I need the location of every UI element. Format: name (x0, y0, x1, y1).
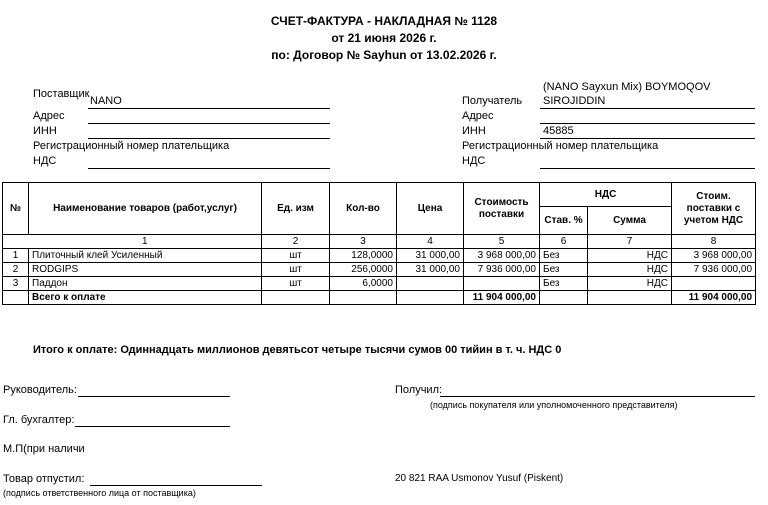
total-with-vat: 11 904 000,00 (672, 291, 756, 305)
row-price: 31 000,00 (397, 263, 464, 277)
row-name: RODGIPS (29, 263, 262, 277)
supplier-inn-line (88, 138, 330, 139)
header-name: Наименование товаров (работ,услуг) (29, 183, 262, 235)
receiver-vat-label: НДС (462, 155, 486, 167)
receiver-inn-label: ИНН (462, 125, 486, 137)
row-vat-rate: Без (540, 249, 588, 263)
col-number: 3 (330, 235, 397, 249)
received-signature-line (440, 396, 755, 397)
received-label: Получил: (395, 384, 443, 396)
supplier-name: NANO (90, 95, 122, 107)
document-date: от 21 июня 2026 г. (331, 31, 437, 45)
row-total (672, 277, 756, 291)
row-vat-sum: НДС (588, 249, 672, 263)
col-number: 8 (672, 235, 756, 249)
header-vat-rate: Став. % (540, 207, 588, 235)
supplier-name-line (88, 108, 330, 109)
row-vat-sum: НДС (588, 263, 672, 277)
supplier-reg-label: Регистрационный номер плательщика (33, 140, 230, 152)
column-number-row (3, 235, 756, 249)
director-label: Руководитель: (3, 384, 77, 396)
row-vat-rate: Без (540, 277, 588, 291)
receiver-label: Получатель (462, 95, 523, 107)
supplier-vat-label: НДС (33, 155, 57, 167)
supplier-address-label: Адрес (33, 110, 65, 122)
row-vat-sum: НДС (588, 277, 672, 291)
receiver-address-line (540, 123, 755, 124)
col-number: 7 (588, 235, 672, 249)
col-number: 6 (540, 235, 588, 249)
supplier-inn-label: ИНН (33, 125, 57, 137)
row-total: 3 968 000,00 (672, 249, 756, 263)
total-empty (262, 291, 330, 305)
received-note: (подпись покупателя или уполномоченного представителя) (430, 400, 678, 410)
supplier-vat-line (88, 168, 330, 169)
col-number: 2 (262, 235, 330, 249)
document-title: СЧЕТ-ФАКТУРА - НАКЛАДНАЯ № 1128 (270, 14, 498, 28)
total-label: Всего к оплате (29, 291, 262, 305)
row-cost: 3 968 000,00 (464, 249, 540, 263)
total-empty (397, 291, 464, 305)
total-empty (588, 291, 672, 305)
col-number (3, 235, 29, 249)
supplier-address-line (88, 123, 330, 124)
invoice-table (2, 182, 756, 305)
receiver-name-line (540, 108, 755, 109)
row-unit: шт (262, 249, 330, 263)
row-cost: 7 936 000,00 (464, 263, 540, 277)
total-empty (3, 291, 29, 305)
row-name: Паддон (29, 277, 262, 291)
header-cost: Стоимость поставки (464, 183, 540, 235)
accountant-label: Гл. бухгалтер: (3, 414, 75, 426)
supplier-label: Поставщик (33, 88, 90, 100)
receiver-inn-value: 45885 (543, 125, 574, 137)
director-signature-line (78, 396, 230, 397)
row-num: 2 (3, 263, 29, 277)
header-total: Стоим. поставки с учетом НДС (672, 183, 756, 235)
row-price: 31 000,00 (397, 249, 464, 263)
row-cost (464, 277, 540, 291)
table-row (3, 249, 756, 263)
col-number: 4 (397, 235, 464, 249)
total-empty (330, 291, 397, 305)
receiver-reg-label: Регистрационный номер плательщика (462, 140, 659, 152)
stamp-label: М.П(при наличи (3, 443, 85, 455)
header-num: № (3, 183, 29, 235)
row-qty: 128,0000 (330, 249, 397, 263)
contract-reference: по: Договор № Sayhun от 13.02.2026 г. (271, 48, 497, 62)
receiver-name-line2: SIROJIDDIN (543, 95, 606, 107)
total-row (3, 291, 756, 305)
receiver-name-line1: (NANO Sayxun Mix) BOYMOQOV (543, 81, 711, 93)
total-cost: 11 904 000,00 (464, 291, 540, 305)
released-note: (подпись ответственного лица от поставщика) (3, 488, 196, 498)
total-in-words: Итого к оплате: Одиннадцать миллионов девятьсот четыре тысячи сумов 00 тийин в т. ч. НДС 0 (33, 344, 562, 356)
receiver-address-label: Адрес (462, 110, 494, 122)
header-vat-sum: Сумма (588, 207, 672, 235)
col-number: 5 (464, 235, 540, 249)
receiver-vat-line (540, 168, 755, 169)
header-vat: НДС (540, 183, 672, 207)
released-signature-line (90, 485, 262, 486)
total-empty (540, 291, 588, 305)
table-row (3, 277, 756, 291)
row-num: 3 (3, 277, 29, 291)
header-qty: Кол-во (330, 183, 397, 235)
row-name: Плиточный клей Усиленный (29, 249, 262, 263)
row-unit: шт (262, 263, 330, 277)
row-qty: 256,0000 (330, 263, 397, 277)
accountant-signature-line (75, 426, 230, 427)
col-number: 1 (29, 235, 262, 249)
receiver-info: 20 821 RAA Usmonov Yusuf (Piskent) (395, 473, 564, 484)
receiver-inn-line (540, 138, 755, 139)
table-row (3, 263, 756, 277)
released-label: Товар отпустил: (3, 473, 85, 485)
row-num: 1 (3, 249, 29, 263)
row-vat-rate: Без (540, 263, 588, 277)
row-unit: шт (262, 277, 330, 291)
header-unit: Ед. изм (262, 183, 330, 235)
header-price: Цена (397, 183, 464, 235)
row-price (397, 277, 464, 291)
row-qty: 6,0000 (330, 277, 397, 291)
row-total: 7 936 000,00 (672, 263, 756, 277)
